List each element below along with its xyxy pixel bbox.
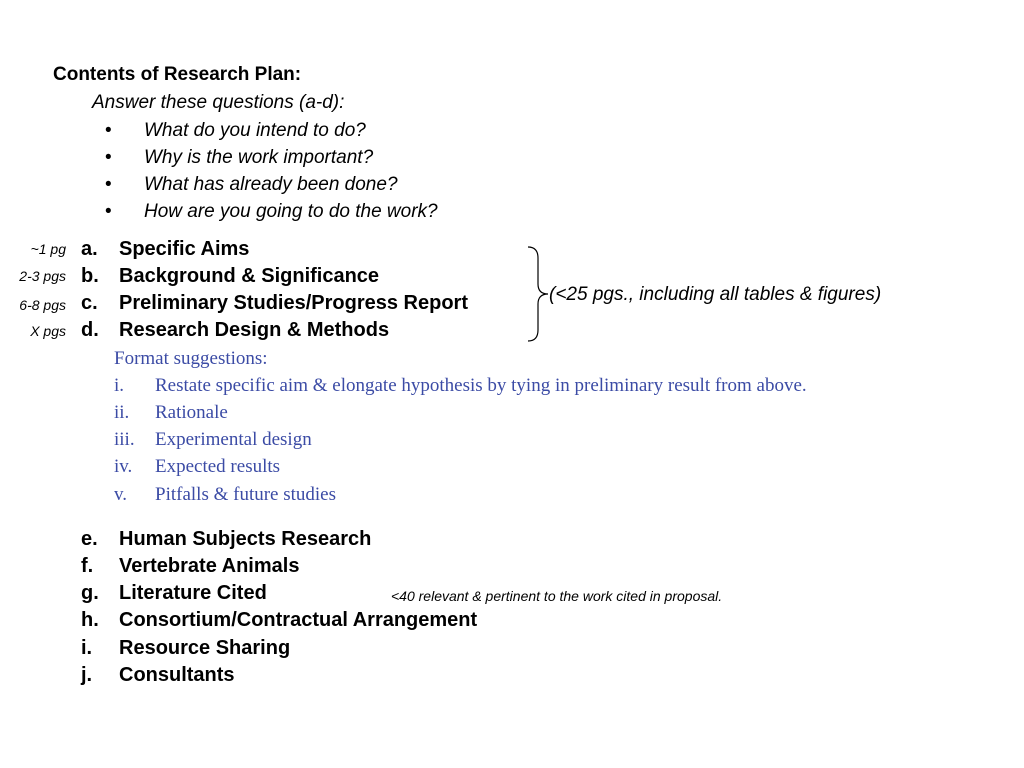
right-brace-icon xyxy=(524,244,552,344)
page-estimate: ~1 pg xyxy=(30,241,66,257)
page-estimate: 2-3 pgs xyxy=(19,268,66,284)
item-number: i. xyxy=(114,375,125,396)
item-text: Restate specific aim & elongate hypothesis by tying in preliminary result from above. xyxy=(155,375,807,396)
questions-list xyxy=(105,117,525,225)
section-label: Consortium/Contractual Arrangement xyxy=(119,609,478,631)
list-item xyxy=(114,372,1019,399)
item-text: Rationale xyxy=(155,402,228,423)
section-label: Research Design & Methods xyxy=(119,319,390,341)
page-estimate: X pgs xyxy=(30,323,66,339)
question-text: What do you intend to do? xyxy=(144,120,366,141)
literature-note: <40 relevant & pertinent to the work cited in proposal. xyxy=(391,588,723,604)
item-text: Experimental design xyxy=(155,429,312,450)
page-estimate: 6-8 pgs xyxy=(19,297,66,313)
section-label: Preliminary Studies/Progress Report xyxy=(119,292,469,314)
section-label: Human Subjects Research xyxy=(119,528,372,550)
section-letter: f. xyxy=(81,555,94,577)
section-letter: g. xyxy=(81,582,99,604)
section-letter: i. xyxy=(81,637,93,659)
bullet-icon: • xyxy=(105,174,112,195)
list-item xyxy=(114,399,514,426)
list-item xyxy=(105,144,525,171)
section-letter: a. xyxy=(81,238,98,260)
page-limit-note: (<25 pgs., including all tables & figures) xyxy=(549,284,882,305)
list-item xyxy=(114,453,514,480)
list-item xyxy=(105,198,525,225)
section-letter: h. xyxy=(81,609,99,631)
list-item xyxy=(105,117,525,144)
section-letter: e. xyxy=(81,528,98,550)
item-number: v. xyxy=(114,484,128,505)
section-letter: c. xyxy=(81,292,98,314)
item-text: Expected results xyxy=(155,456,281,477)
section-label: Literature Cited xyxy=(119,582,267,604)
bullet-icon: • xyxy=(105,147,112,168)
section-label: Vertebrate Animals xyxy=(119,555,300,577)
item-text: Pitfalls & future studies xyxy=(155,484,337,505)
list-item xyxy=(114,481,514,508)
section-letter: b. xyxy=(81,265,99,287)
page-title: Contents of Research Plan: xyxy=(53,64,302,85)
section-label: Background & Significance xyxy=(119,265,380,287)
question-text: Why is the work important? xyxy=(144,147,374,168)
section-label: Consultants xyxy=(119,664,235,686)
section-label: Specific Aims xyxy=(119,238,250,260)
item-number: ii. xyxy=(114,402,130,423)
format-heading: Format suggestions: xyxy=(114,348,268,369)
list-item xyxy=(114,426,514,453)
item-number: iii. xyxy=(114,429,135,450)
question-text: How are you going to do the work? xyxy=(144,201,438,222)
item-number: iv. xyxy=(114,456,133,477)
section-label: Resource Sharing xyxy=(119,637,291,659)
bullet-icon: • xyxy=(105,120,112,141)
section-letter: j. xyxy=(81,664,93,686)
list-item xyxy=(105,171,525,198)
bullet-icon: • xyxy=(105,201,112,222)
question-text: What has already been done? xyxy=(144,174,398,195)
page-subtitle: Answer these questions (a-d): xyxy=(92,92,345,113)
section-letter: d. xyxy=(81,319,99,341)
